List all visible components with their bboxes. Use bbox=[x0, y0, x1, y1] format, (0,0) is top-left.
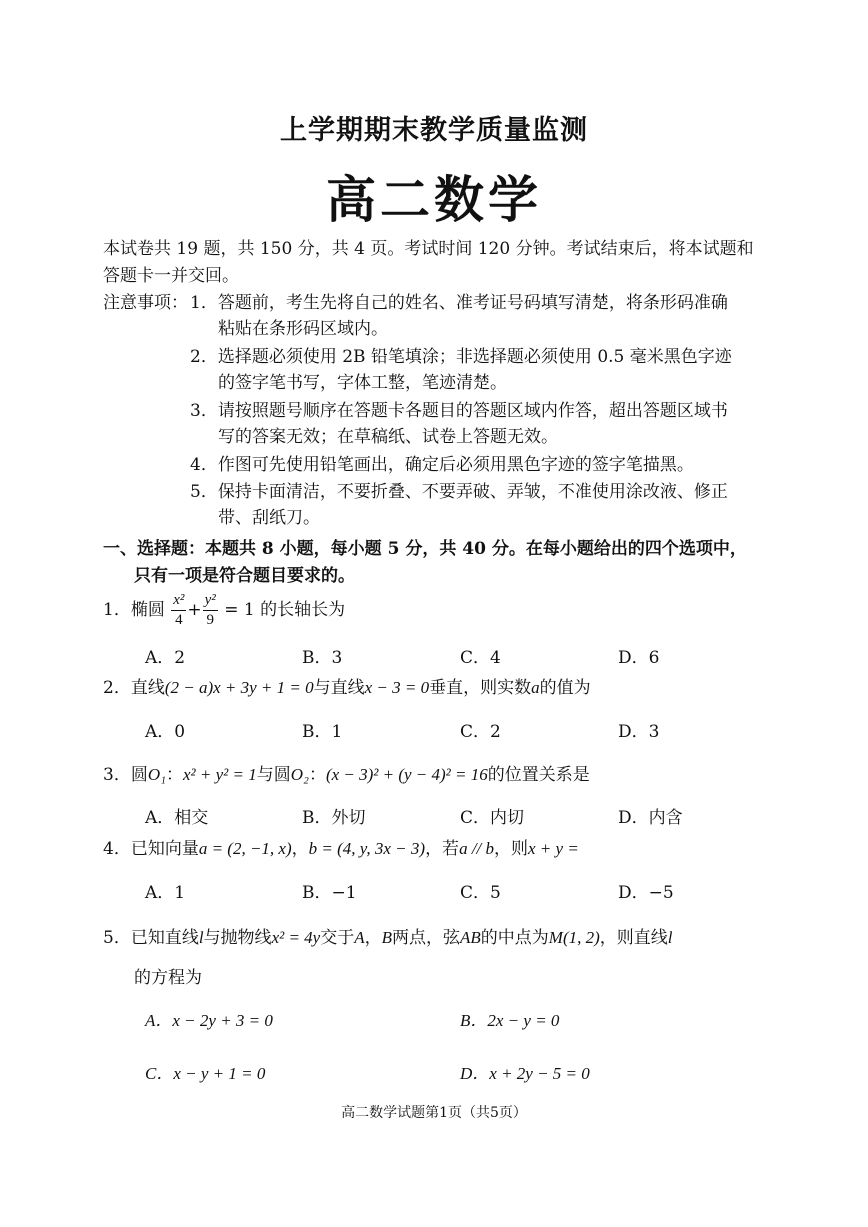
math-expression: x² = 4y bbox=[271, 928, 321, 947]
equation-rhs: = 1 bbox=[224, 600, 255, 620]
fraction-denominator: 4 bbox=[175, 612, 183, 628]
math-expression: (2 − a)x + 3y + 1 = 0 bbox=[164, 678, 314, 697]
math-expression: a // b bbox=[459, 839, 495, 858]
q3-option-a: A．相交 bbox=[145, 808, 209, 828]
fraction-numerator: x² bbox=[171, 593, 186, 611]
math-expression: b = (4, y, 3x − 3) bbox=[308, 839, 426, 858]
question-number: 4． bbox=[103, 839, 131, 859]
math-expression: (x − 3)² + (y − 4)² = 16 bbox=[325, 765, 488, 784]
question-text: ，若 bbox=[425, 839, 460, 859]
q2-option-c: C．2 bbox=[460, 722, 501, 742]
question-2 bbox=[103, 675, 591, 701]
question-text: 的值为 bbox=[539, 678, 591, 698]
notice-item-3-line-2: 写的答案无效；在草稿纸、试卷上答题无效。 bbox=[218, 427, 558, 447]
question-number: 2． bbox=[103, 678, 131, 698]
notice-item-1-line-1: 1．答题前，考生先将自己的姓名、准考证号码填写清楚，将条形码准确 bbox=[190, 293, 728, 313]
question-text: 已知向量 bbox=[130, 839, 199, 859]
question-text: 直线 bbox=[130, 678, 165, 698]
math-expression: AB bbox=[460, 928, 481, 947]
notice-item-5-line-1: 5．保持卡面清洁，不要折叠、不要弄破、弄皱，不准使用涂改液、修正 bbox=[190, 482, 728, 502]
question-text: 的长轴长为 bbox=[260, 600, 346, 620]
section-heading-line-2: 只有一项是符合题目要求的。 bbox=[134, 566, 355, 586]
question-text: 的中点为 bbox=[480, 928, 549, 948]
notice-item-2-line-2: 的签字笔书写，字体工整，笔迹清楚。 bbox=[218, 373, 507, 393]
notice-item-4-line-1: 4．作图可先使用铅笔画出，确定后必须用黑色字迹的签字笔描黑。 bbox=[190, 455, 694, 475]
q4-option-c: C．5 bbox=[460, 883, 501, 903]
math-expression: O₁ bbox=[147, 765, 167, 784]
fraction-x bbox=[171, 593, 186, 628]
q4-option-a: A．1 bbox=[145, 883, 186, 903]
math-expression: A bbox=[354, 928, 365, 947]
notice-item-5-line-2: 带、刮纸刀。 bbox=[218, 508, 320, 528]
q5-option-b: B．2x − y = 0 bbox=[460, 1011, 560, 1030]
q3-option-b: B．外切 bbox=[302, 808, 366, 828]
math-expression: x² + y² = 1 bbox=[183, 765, 257, 784]
notice-label: 注意事项： bbox=[103, 293, 188, 313]
math-expression: l bbox=[667, 928, 673, 947]
question-text: 两点，弦 bbox=[392, 928, 461, 948]
question-4 bbox=[103, 836, 579, 862]
q2-option-a: A．0 bbox=[145, 722, 186, 742]
question-text: ，则 bbox=[494, 839, 529, 859]
question-text: 椭圆 bbox=[130, 600, 165, 620]
math-expression: O₂ bbox=[290, 765, 309, 784]
question-text: ， bbox=[291, 839, 309, 859]
notice-item-1-line-2: 粘贴在条形码区域内。 bbox=[218, 319, 388, 339]
q2-option-d: D．3 bbox=[618, 722, 660, 742]
question-text: 交于 bbox=[320, 928, 355, 948]
math-expression: x − 3 = 0 bbox=[364, 678, 430, 697]
math-expression: x + y = bbox=[528, 839, 579, 858]
page-footer: 高二数学试题第1页（共5页） bbox=[341, 1105, 527, 1121]
q3-option-d: D．内含 bbox=[618, 808, 683, 828]
q5-option-c: C．x − y + 1 = 0 bbox=[145, 1064, 266, 1083]
subject-title: 高二数学 bbox=[326, 170, 542, 229]
question-text: 与直线 bbox=[313, 678, 365, 698]
q5-option-d: D．x + 2y − 5 = 0 bbox=[460, 1064, 590, 1083]
plus-sign: + bbox=[187, 600, 202, 620]
question-5-line-2: 的方程为 bbox=[134, 968, 202, 988]
question-text: ： bbox=[308, 765, 326, 785]
question-number: 3． bbox=[103, 765, 131, 785]
question-text: ，则直线 bbox=[599, 928, 668, 948]
question-text: 已知直线 bbox=[130, 928, 199, 948]
q4-option-d: D．−5 bbox=[618, 883, 674, 903]
question-text: ： bbox=[166, 765, 184, 785]
notice-item-2-line-1: 2．选择题必须使用 2B 铅笔填涂；非选择题必须使用 0.5 毫米黑色字迹 bbox=[190, 347, 732, 367]
math-expression: a = (2, −1, x) bbox=[198, 839, 292, 858]
question-text: 垂直，则实数 bbox=[429, 678, 532, 698]
question-3 bbox=[103, 762, 590, 788]
q4-option-b: B．−1 bbox=[302, 883, 357, 903]
question-text: 与圆 bbox=[256, 765, 291, 785]
q5-option-a: A．x − 2y + 3 = 0 bbox=[145, 1011, 273, 1030]
section-heading-line-1: 一、选择题：本题共 8 小题，每小题 5 分，共 40 分。在每小题给出的四个选项中， bbox=[103, 539, 747, 559]
fraction-numerator: y² bbox=[203, 593, 218, 611]
notice-item-3-line-1: 3．请按照题号顺序在答题卡各题目的答题区域内作答，超出答题区域书 bbox=[190, 401, 728, 421]
question-text: ， bbox=[364, 928, 382, 948]
question-text: 圆 bbox=[130, 765, 148, 785]
intro-line-2: 答题卡一并交回。 bbox=[103, 266, 239, 286]
math-expression: l bbox=[198, 928, 204, 947]
question-text: 与抛物线 bbox=[203, 928, 272, 948]
question-number: 1． bbox=[103, 600, 131, 620]
math-expression: a bbox=[531, 678, 540, 697]
math-expression: M(1, 2) bbox=[548, 928, 600, 947]
q2-option-b: B．1 bbox=[302, 722, 343, 742]
q1-option-a: A．2 bbox=[145, 648, 186, 668]
question-number: 5． bbox=[103, 928, 131, 948]
intro-line-1: 本试卷共 19 题，共 150 分，共 4 页。考试时间 120 分钟。考试结束后，将本试题和 bbox=[103, 239, 754, 259]
question-text: 的位置关系是 bbox=[487, 765, 590, 785]
q1-option-b: B．3 bbox=[302, 648, 343, 668]
fraction-denominator: 9 bbox=[206, 612, 214, 628]
exam-title: 上学期期末教学质量监测 bbox=[280, 115, 588, 146]
q1-option-d: D．6 bbox=[618, 648, 660, 668]
math-expression: B bbox=[381, 928, 393, 947]
question-1 bbox=[103, 593, 345, 628]
q3-option-c: C．内切 bbox=[460, 808, 525, 828]
q1-option-c: C．4 bbox=[460, 648, 501, 668]
question-5 bbox=[103, 925, 673, 951]
fraction-y bbox=[203, 593, 218, 628]
